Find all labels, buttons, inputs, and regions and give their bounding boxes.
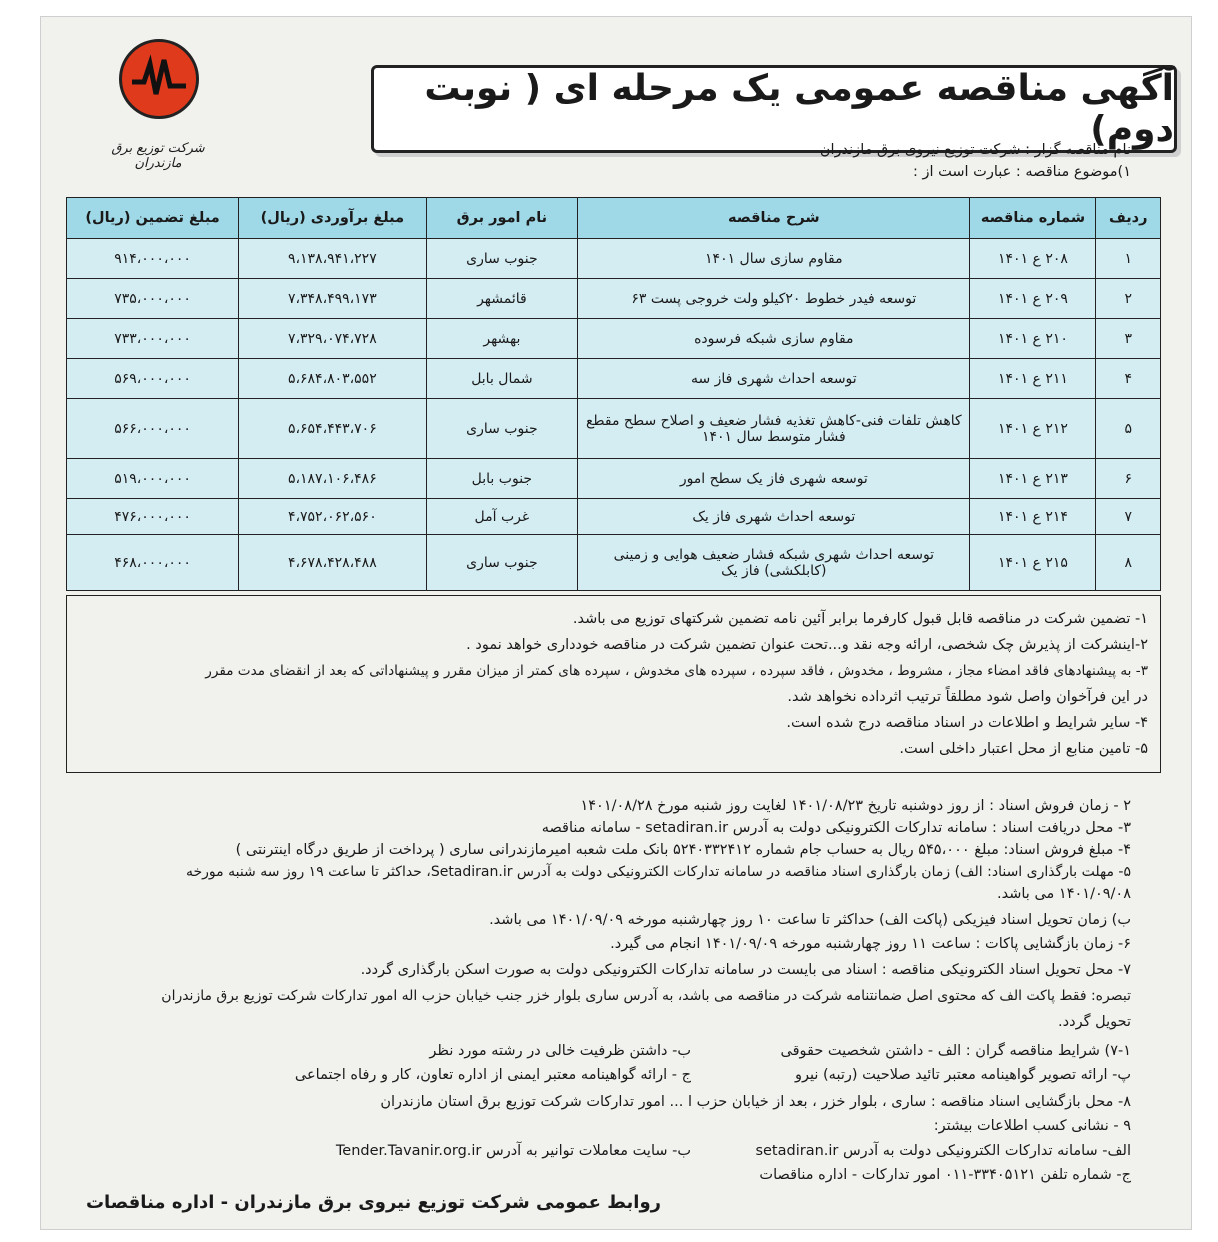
cell-guarantee: ۵۶۶،۰۰۰،۰۰۰ [67,399,239,459]
cell-affair: جنوب ساری [426,535,578,591]
cell-estimate: ۷،۳۴۸،۴۹۹،۱۷۳ [239,279,426,319]
detail-2: ۲ - زمان فروش اسناد : از روز دوشنبه تاریخ ۱۴۰۱/۰۸/۲۳ لغایت روز شنبه مورخ ۱۴۰۱/۰۸/۲۸ [580,798,1131,814]
cell-guarantee: ۹۱۴،۰۰۰،۰۰۰ [67,239,239,279]
notes-box [66,595,1161,773]
cell-number: ۲۱۴ ع ۱۴۰۱ [970,499,1096,535]
notice-page [40,16,1192,1230]
cell-row: ۳ [1096,319,1161,359]
note-2: ۲-اینشرکت از پذیرش چک شخصی، ارائه وجه نقد و...تحت عنوان تضمین شرکت در مناقصه خودداری خواهد نمود . [466,637,1148,653]
lightning-icon [119,39,199,119]
condition-p: پ- ارائه تصویر گواهینامه معتبر تائید صلاحیت (رتبه) نیرو [795,1067,1131,1083]
col-description: شرح مناقصه [578,198,970,239]
detail-4: ۴- مبلغ فروش اسناد: مبلغ ۵۴۵،۰۰۰ ریال به حساب جام شماره ۵۲۴۰۳۳۲۴۱۲ بانک ملت شعبه امیرمازندرانی ساری ( پرداخت از طریق درگاه اینترنتی ) [235,842,1131,858]
condition-b: ب- داشتن ظرفیت خالی در رشته مورد نظر [429,1043,691,1059]
col-affair: نام امور برق [426,198,578,239]
cell-estimate: ۵،۱۸۷،۱۰۶،۴۸۶ [239,459,426,499]
detail-3: ۳- محل دریافت اسناد : سامانه تدارکات الکترونیکی دولت به آدرس setadiran.ir - سامانه مناقصه [541,820,1131,836]
cell-description: توسعه فیدر خطوط ۲۰کیلو ولت خروجی پست ۶۳ [578,279,970,319]
cell-number: ۲۰۸ ع ۱۴۰۱ [970,239,1096,279]
col-row: ردیف [1096,198,1161,239]
cell-row: ۱ [1096,239,1161,279]
cell-number: ۲۱۲ ع ۱۴۰۱ [970,399,1096,459]
table-row [67,399,1161,459]
cell-affair: غرب آمل [426,499,578,535]
cell-estimate: ۴،۶۷۸،۴۲۸،۴۸۸ [239,535,426,591]
note-3-cont: در این فرآخوان واصل شود مطلقاً ترتیب اثرداده نخواهد شد. [787,689,1148,705]
table-header-row [67,198,1161,239]
cell-number: ۲۱۰ ع ۱۴۰۱ [970,319,1096,359]
cell-description: توسعه شهری فاز یک سطح امور [578,459,970,499]
cell-guarantee: ۴۶۸،۰۰۰،۰۰۰ [67,535,239,591]
cell-description: توسعه احداث شهری شبکه فشار ضعیف هوایی و زمینی (کابلکشی) فاز یک [578,535,970,591]
col-number: شماره مناقصه [970,198,1096,239]
table-row [67,535,1161,591]
item-9: ۹ - نشانی کسب اطلاعات بیشتر: [933,1118,1131,1134]
cell-number: ۲۱۳ ع ۱۴۰۱ [970,459,1096,499]
cell-estimate: ۹،۱۳۸،۹۴۱،۲۲۷ [239,239,426,279]
cell-description: مقاوم سازی سال ۱۴۰۱ [578,239,970,279]
detail-note-cont: تحویل گردد. [1058,1014,1131,1030]
cell-row: ۷ [1096,499,1161,535]
item-8: ۸- محل بازگشایی اسناد مناقصه : ساری ، بلوار خزر ، بعد از خیابان حزب ا ... امور تدارکات شرکت توزیع برق استان مازندران [380,1094,1131,1110]
cell-row: ۸ [1096,535,1161,591]
cell-row: ۵ [1096,399,1161,459]
cell-estimate: ۷،۳۲۹،۰۷۴،۷۲۸ [239,319,426,359]
cell-estimate: ۵،۶۵۴،۴۴۳،۷۰۶ [239,399,426,459]
cell-estimate: ۵،۶۸۴،۸۰۳،۵۵۲ [239,359,426,399]
cell-affair: جنوب ساری [426,399,578,459]
table-row [67,319,1161,359]
cell-affair: جنوب ساری [426,239,578,279]
detail-5b: ب) زمان تحویل اسناد فیزیکی (پاکت الف) حداکثر تا ساعت ۱۰ روز چهارشنبه مورخه ۱۴۰۱/۰۹/۰۹ می باشد. [489,912,1131,928]
cell-guarantee: ۵۱۹،۰۰۰،۰۰۰ [67,459,239,499]
cell-description: توسعه احداث شهری فاز سه [578,359,970,399]
cell-affair: جنوب بابل [426,459,578,499]
cell-description: کاهش تلفات فنی-کاهش تغذیه فشار ضعیف و اصلاح سطح مقطع فشار متوسط سال ۱۴۰۱ [578,399,970,459]
note-5: ۵- تامین منابع از محل اعتبار داخلی است. [899,741,1148,757]
note-1: ۱- تضمین شرکت در مناقصه قابل قبول کارفرما برابر آئین نامه تضمین شرکتهای توزیع می باشد. [572,611,1148,627]
info-tavanir: ب- سایت معاملات توانیر به آدرس Tender.Tavanir.org.ir [335,1143,691,1159]
cell-row: ۲ [1096,279,1161,319]
cell-number: ۲۰۹ ع ۱۴۰۱ [970,279,1096,319]
table-row [67,359,1161,399]
info-setadiran: الف- سامانه تدارکات الکترونیکی دولت به آدرس setadiran.ir [755,1143,1131,1159]
cell-guarantee: ۵۶۹،۰۰۰،۰۰۰ [67,359,239,399]
cell-row: ۴ [1096,359,1161,399]
cell-affair: قائمشهر [426,279,578,319]
title-banner [371,65,1177,153]
cell-number: ۲۱۵ ع ۱۴۰۱ [970,535,1096,591]
cell-guarantee: ۴۷۶،۰۰۰،۰۰۰ [67,499,239,535]
condition-j: ج - ارائه گواهینامه معتبر ایمنی از اداره تعاون، کار و رفاه اجتماعی [294,1067,691,1083]
table-row [67,499,1161,535]
col-estimate: مبلغ برآوردی (ریال) [239,198,426,239]
note-3: ۳- به پیشنهادهای فاقد امضاء مجاز ، مشروط ، مخدوش ، فاقد سپرده ، سپرده های مخدوش ، سپرده های کمتر از میزان مقرر و پیشنهاداتی که بعد از انقضای مدت مقرر [205,663,1148,679]
logo-caption: شرکت توزیع برق مازندران [111,141,205,171]
cell-guarantee: ۷۳۵،۰۰۰،۰۰۰ [67,279,239,319]
cell-affair: بهشهر [426,319,578,359]
cell-affair: شمال بابل [426,359,578,399]
table-row [67,239,1161,279]
subject-intro: ۱)موضوع مناقصه : عبارت است از : [913,164,1131,180]
cell-row: ۶ [1096,459,1161,499]
detail-note: تبصره: فقط پاکت الف که محتوی اصل ضمانتنامه شرکت در مناقصه می باشد، به آدرس ساری بلوار خزر جنب خیابان حزب اله امور تدارکات شرکت توزیع برق مازندران [161,988,1131,1004]
detail-5-cont: ۱۴۰۱/۰۹/۰۸ می باشد. [997,886,1131,902]
note-4: ۴- سایر شرایط و اطلاعات در اسناد مناقصه درج شده است. [786,715,1148,731]
cell-description: توسعه احداث شهری فاز یک [578,499,970,535]
organizer-line: نام مناقصه گزار : شرکت توزیع نیروی برق مازندران [819,142,1131,158]
info-phone: ج- شماره تلفن ۳۳۴۰۵۱۲۱-۰۱۱ امور تدارکات - اداره مناقصات [759,1167,1131,1183]
detail-7: ۷- محل تحویل اسناد الکترونیکی مناقصه : اسناد می بایست در سامانه تدارکات الکترونیکی دولت به صورت اسکن بارگذاری گردد. [360,962,1131,978]
table-row [67,459,1161,499]
cell-number: ۲۱۱ ع ۱۴۰۱ [970,359,1096,399]
condition-a: ۷-۱) شرایط مناقصه گران : الف - داشتن شخصیت حقوقی [780,1043,1131,1059]
cell-estimate: ۴،۷۵۲،۰۶۲،۵۶۰ [239,499,426,535]
detail-5: ۵- مهلت بارگذاری اسناد: الف) زمان بارگذاری اسناد مناقصه در سامانه تدارکات الکترونیکی دولت به آدرس Setadiran.ir، حداکثر تا ساعت ۱۹ روز سه شنبه مورخه [186,864,1131,880]
page-title: آگهی مناقصه عمومی یک مرحله ای ( نوبت دوم) [424,68,1174,150]
cell-description: مقاوم سازی شبکه فرسوده [578,319,970,359]
footer-signature: روابط عمومی شرکت توزیع نیروی برق مازندران - اداره مناقصات [85,1192,661,1213]
cell-guarantee: ۷۳۳،۰۰۰،۰۰۰ [67,319,239,359]
detail-6: ۶- زمان بازگشایی پاکات : ساعت ۱۱ روز چهارشنبه مورخه ۱۴۰۱/۰۹/۰۹ انجام می گیرد. [610,936,1131,952]
col-guarantee: مبلغ تضمین (ریال) [67,198,239,239]
tender-table [66,197,1161,591]
table-row [67,279,1161,319]
